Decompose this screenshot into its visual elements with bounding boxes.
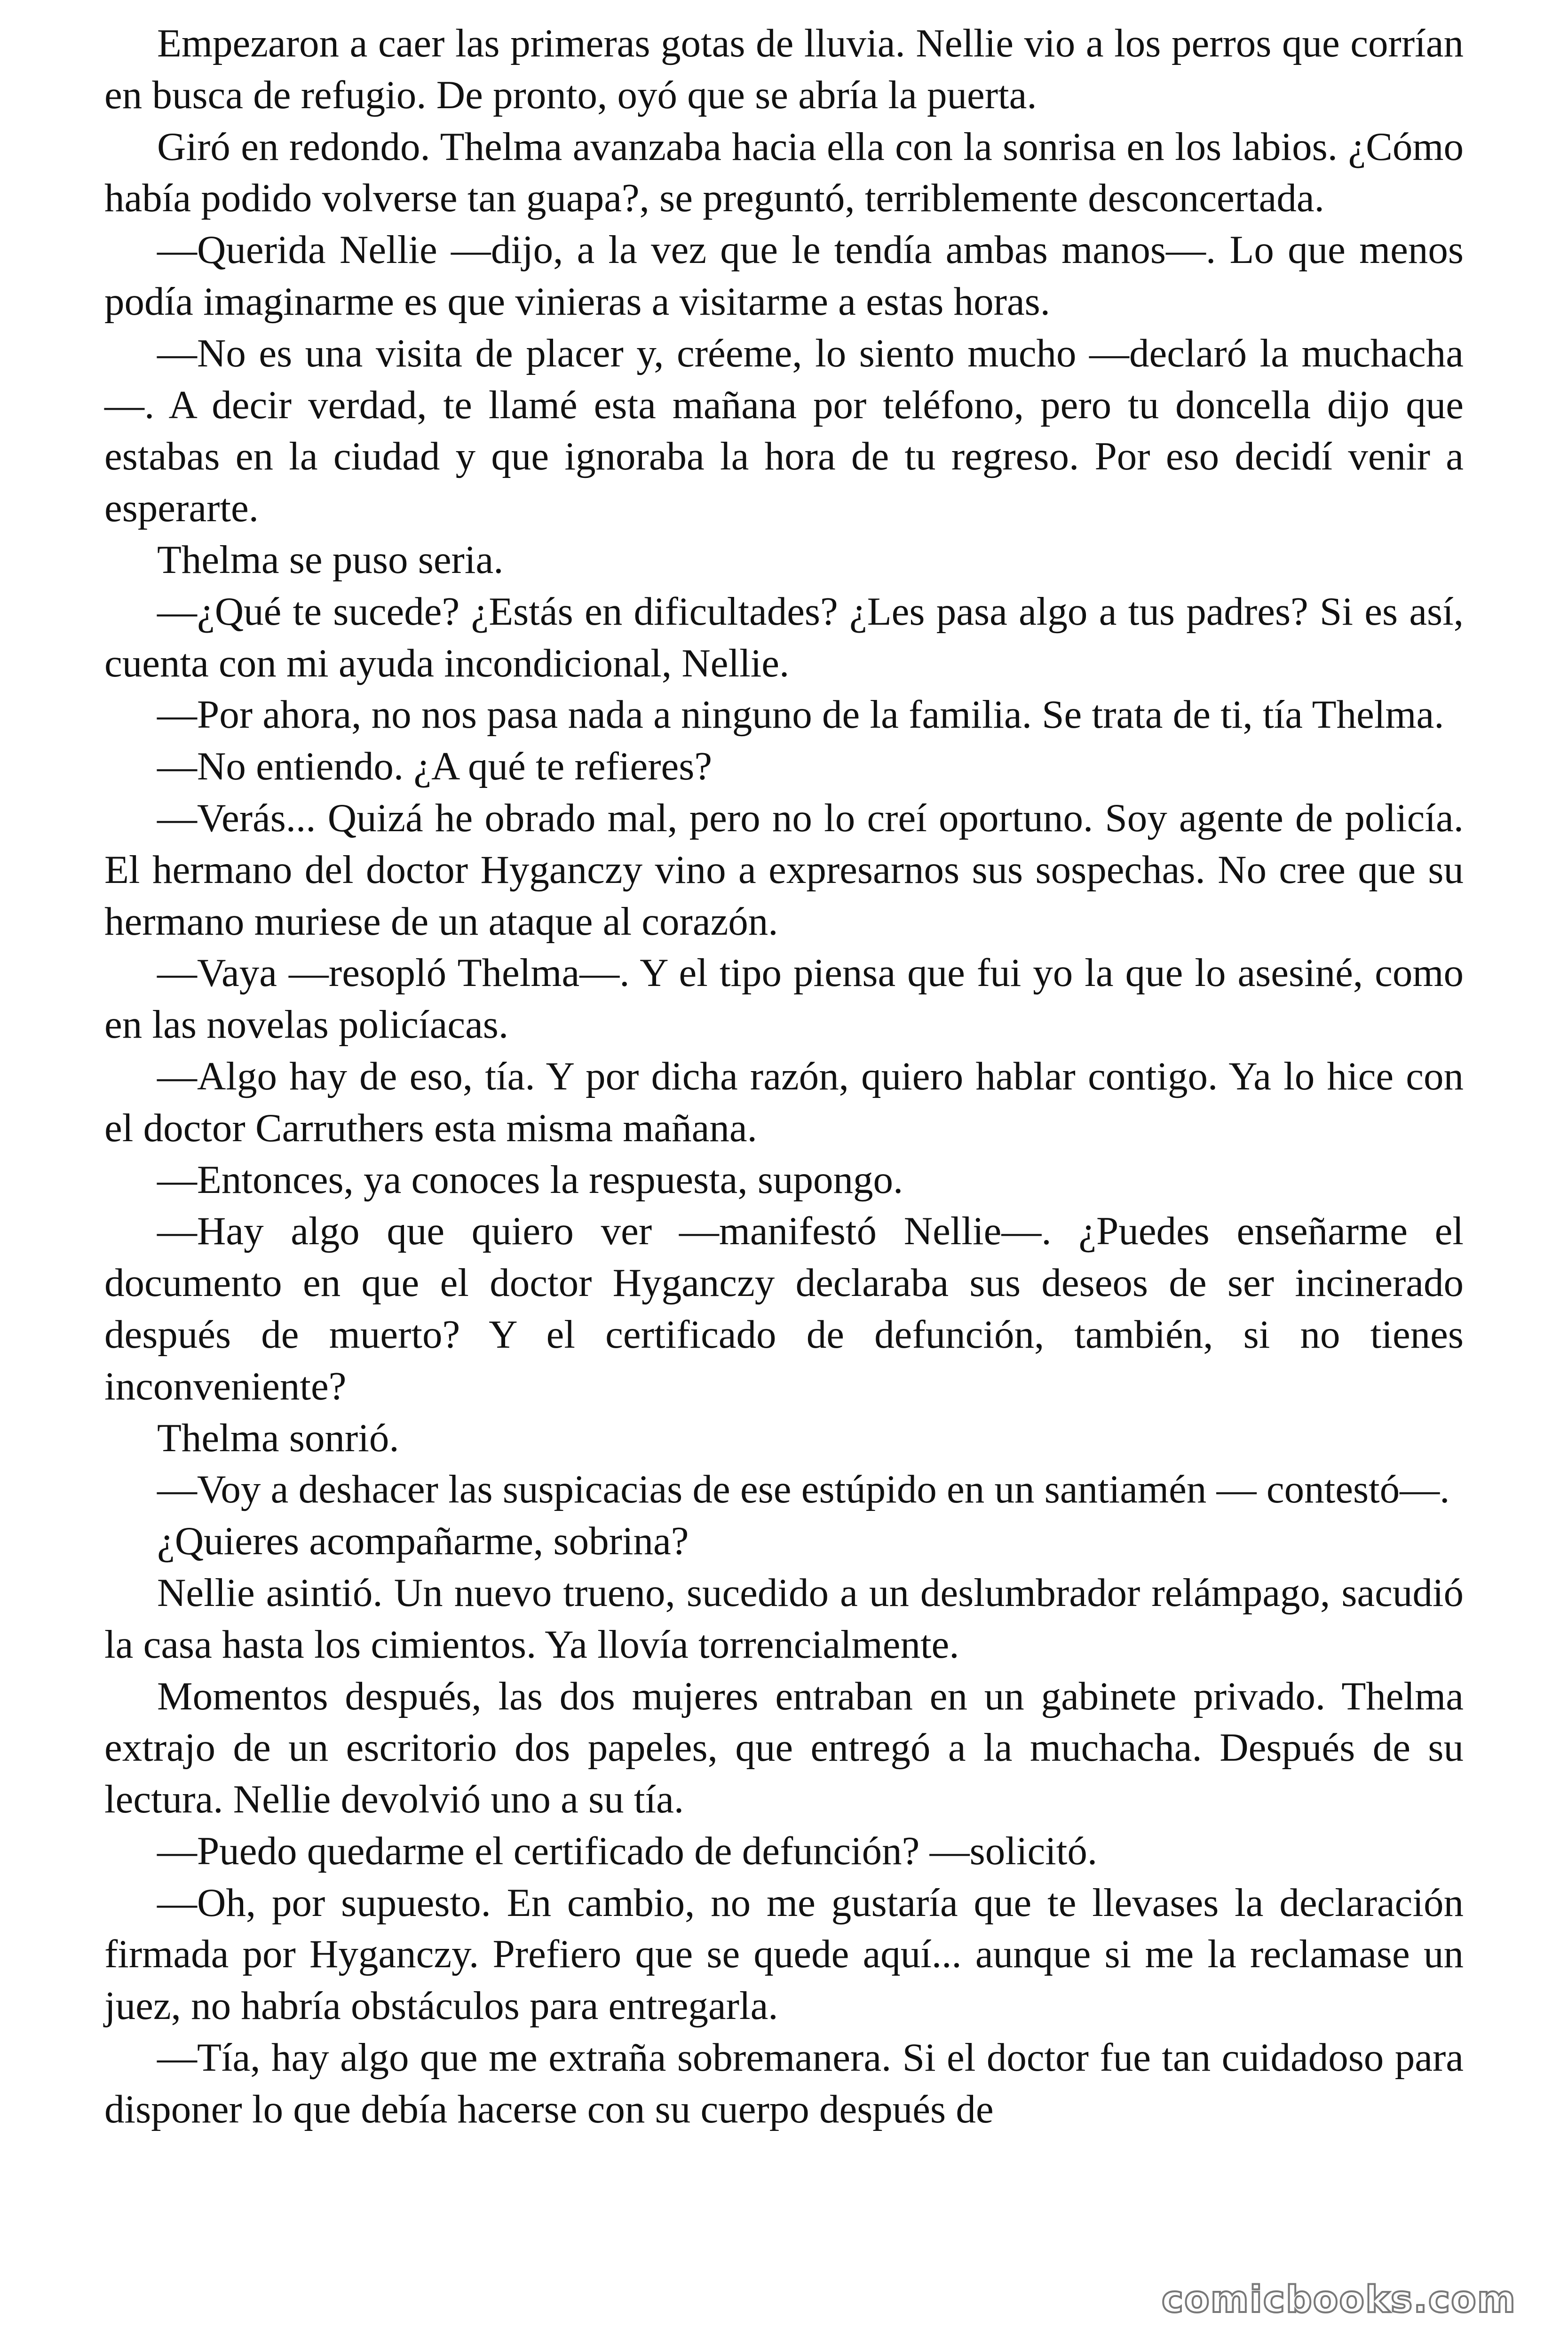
paragraph: —Tía, hay algo que me extraña sobremanera. Si el doctor fue tan cuidadoso para disponer lo que debía hacerse con su cuerpo después de (104, 2035, 1464, 2131)
paragraph: Thelma se puso seria. (157, 537, 504, 582)
paragraph: ¿Quieres acompañarme, sobrina? (157, 1519, 689, 1564)
body-text (104, 18, 1464, 2136)
paragraph: Thelma sonrió. (157, 1415, 399, 1460)
paragraph: —Algo hay de eso, tía. Y por dicha razón, quiero hablar contigo. Ya lo hice con el doctor Carruthers esta misma mañana. (104, 1054, 1464, 1150)
paragraph: Momentos después, las dos mujeres entraban en un gabinete privado. Thelma extrajo de un escritorio dos papeles, que entregó a la muchacha. Después de su lectura. Nellie devolvió uno a su tía. (104, 1674, 1464, 1822)
paragraph: Empezaron a caer las primeras gotas de lluvia. Nellie vio a los perros que corrían en busca de refugio. De pronto, oyó que se abría la puerta. (104, 21, 1464, 117)
paragraph: —Vaya —resopló Thelma—. Y el tipo piensa que fui yo la que lo asesiné, como en las novelas policíacas. (104, 951, 1464, 1047)
paragraph: —Voy a deshacer las suspicacias de ese estúpido en un santiamén — contestó—. (157, 1467, 1450, 1512)
paragraph: —Verás... Quizá he obrado mal, pero no lo creí oportuno. Soy agente de policía. El hermano del doctor Hyganczy vino a expresarnos sus sospechas. No cree que su hermano muriese de un ataque al corazón. (104, 795, 1464, 944)
watermark-logo: comicbooks.com (1161, 2279, 1516, 2321)
paragraph: Nellie asintió. Un nuevo trueno, sucedido a un deslumbrador relámpago, sacudió la casa hasta los cimientos. Ya llovía torrencialmente. (104, 1570, 1464, 1667)
paragraph: Giró en redondo. Thelma avanzaba hacia ella con la sonrisa en los labios. ¿Cómo había podido volverse tan guapa?, se preguntó, terriblemente desconcertada. (104, 124, 1464, 221)
paragraph: —Entonces, ya conoces la respuesta, supongo. (157, 1157, 903, 1202)
paragraph: —Oh, por supuesto. En cambio, no me gustaría que te llevases la declaración firmada por Hyganczy. Prefiero que se quede aquí... aunque si me la reclamase un juez, no habría obstáculos para entregarla. (104, 1880, 1464, 2028)
paragraph: —Puedo quedarme el certificado de defunción? —solicitó. (157, 1828, 1098, 1873)
paragraph: —Por ahora, no nos pasa nada a ninguno de la familia. Se trata de ti, tía Thelma. (157, 692, 1444, 737)
paragraph: —No entiendo. ¿A qué te refieres? (157, 744, 713, 789)
paragraph: —Querida Nellie —dijo, a la vez que le tendía ambas manos—. Lo que menos podía imaginarme es que vinieras a visitarme a estas horas. (104, 228, 1464, 324)
paragraph: —No es una visita de placer y, créeme, lo siento mucho —declaró la muchacha—. A decir verdad, te llamé esta mañana por teléfono, pero tu doncella dijo que estabas en la ciudad y que ignoraba la hora de tu regreso. Por eso decidí venir a esperarte. (104, 331, 1464, 531)
paragraph: —¿Qué te sucede? ¿Estás en dificultades? ¿Les pasa algo a tus padres? Si es así, cuenta con mi ayuda incondicional, Nellie. (104, 589, 1464, 685)
paragraph: —Hay algo que quiero ver —manifestó Nellie—. ¿Puedes enseñarme el documento en que el doctor Hyganczy declaraba sus deseos de ser incinerado después de muerto? Y el certificado de defunción, también, si no tienes inconveniente? (104, 1209, 1464, 1408)
